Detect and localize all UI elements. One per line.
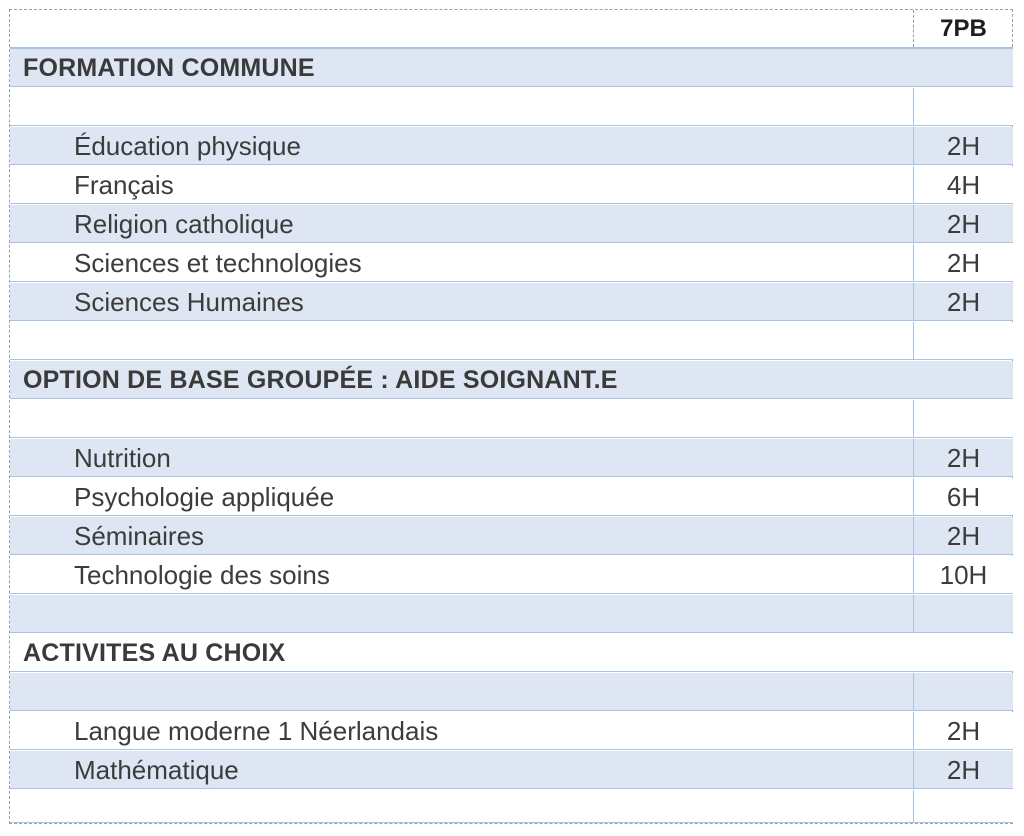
table-row xyxy=(10,244,1013,282)
table-row xyxy=(10,283,1013,321)
table-row-empty xyxy=(10,322,1013,360)
row-hours: 4H xyxy=(913,166,1013,203)
row-hours xyxy=(913,595,1013,632)
row-hours xyxy=(913,400,1013,437)
table-row xyxy=(10,166,1013,204)
row-label: Psychologie appliquée xyxy=(74,482,335,512)
row-label: Technologie des soins xyxy=(74,560,330,590)
row-hours xyxy=(913,790,1013,822)
table-row xyxy=(10,439,1013,477)
row-hours xyxy=(913,322,1013,359)
table-row xyxy=(10,712,1013,750)
section-title: OPTION DE BASE GROUPÉE : AIDE SOIGNANT.E xyxy=(23,366,618,394)
section-row-formation-commune xyxy=(10,49,1013,87)
row-hours: 2H xyxy=(913,127,1013,164)
table-row xyxy=(10,478,1013,516)
column-header-7pb: 7PB xyxy=(913,10,1013,47)
row-label: Séminaires xyxy=(74,521,205,551)
row-label: Éducation physique xyxy=(74,131,301,161)
row-hours: 2H xyxy=(913,205,1013,242)
section-row-activites-au-choix xyxy=(10,634,1013,672)
row-hours: 2H xyxy=(913,244,1013,281)
row-label: Langue moderne 1 Néerlandais xyxy=(74,716,439,746)
row-label: Nutrition xyxy=(74,443,171,473)
row-label: Sciences et technologies xyxy=(74,248,362,278)
row-hours xyxy=(913,673,1013,710)
table-row-empty xyxy=(10,673,1013,711)
table-row-empty xyxy=(10,88,1013,126)
row-hours: 10H xyxy=(913,556,1013,593)
table-row xyxy=(10,517,1013,555)
row-hours: 2H xyxy=(913,517,1013,554)
table-row xyxy=(10,556,1013,594)
row-hours: 6H xyxy=(913,478,1013,515)
table-row xyxy=(10,127,1013,165)
row-label: Religion catholique xyxy=(74,209,294,239)
section-title: FORMATION COMMUNE xyxy=(23,54,315,82)
table-row-empty xyxy=(10,790,1013,823)
section-row-option-de-base xyxy=(10,361,1013,399)
row-label: Mathématique xyxy=(74,755,239,785)
table-row-empty xyxy=(10,400,1013,438)
table-row xyxy=(10,751,1013,789)
row-label: Sciences Humaines xyxy=(74,287,304,317)
row-label: Français xyxy=(74,170,174,200)
table-row-empty xyxy=(10,595,1013,633)
row-hours: 2H xyxy=(913,712,1013,749)
table-row xyxy=(10,205,1013,243)
row-hours: 2H xyxy=(913,751,1013,788)
section-title: ACTIVITES AU CHOIX xyxy=(23,639,286,667)
row-hours: 2H xyxy=(913,439,1013,476)
row-hours: 2H xyxy=(913,283,1013,320)
row-hours xyxy=(913,88,1013,125)
